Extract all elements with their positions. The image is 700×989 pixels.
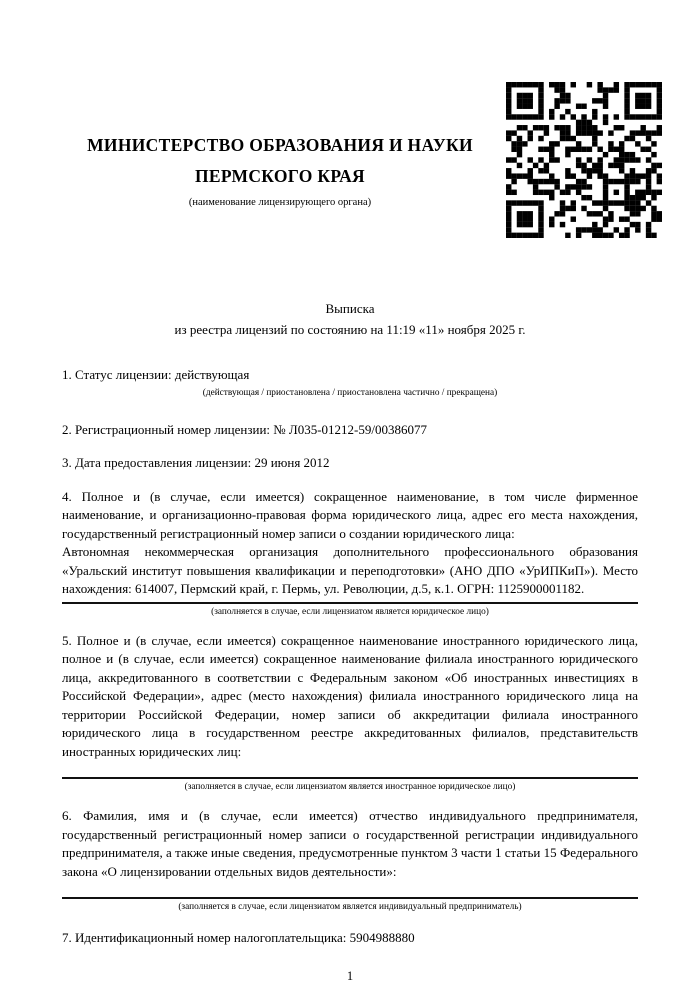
document-title-block: [62, 298, 638, 340]
fill-in-line: [62, 897, 638, 899]
licensing-authority-block: [62, 0, 498, 210]
page-number: 1: [346, 968, 354, 983]
item-4-text: 4. Полное и (в случае, если имеется) сокращенное наименование, в том числе фирменное наименование, и организационно-правовая форма юридического лица, адрес его места нахождения, государственный регистрационный номер записи о создании юридического лица:: [62, 488, 638, 541]
item-5-foreign-entity: [62, 632, 638, 794]
item-6-text: 6. Фамилия, имя и (в случае, если имеется) отчество индивидуального предпринимателя, государственный регистрационный номер записи о государственной регистрации индивидуального предпринимателя, а также иные сведения, предусмотренные пунктом 3 части 1 статьи 15 Федерального закона «О лицензировании отдельных видов деятельности»:: [62, 808, 638, 879]
item-4-value: Автономная некоммерческая организация дополнительного профессионального образования «Уральский институт повышения квалификации и переподготовки» (АНО ДПО «УрИПКиП»). Место нахождения: 614007, Пермский край, г. Пермь, ул. Революции, д.5, к.1. ОГРН: 1125900001182.: [62, 544, 638, 596]
qr-code-icon: [506, 82, 662, 238]
item-7-taxpayer-number: [62, 929, 638, 948]
item-2-registration-number: [62, 421, 638, 440]
item-4-legal-entity: [62, 488, 638, 618]
document-body: [0, 298, 700, 984]
document-title: Выписка: [325, 301, 375, 316]
item-3-text: 3. Дата предоставления лицензии: 29 июня 2012: [62, 455, 330, 470]
item-6-individual-entrepreneur: [62, 807, 638, 913]
item-5-text: 5. Полное и (в случае, если имеется) сокращенное наименование иностранного юридического лица, полное и (в случае, если имеется) сокращенное наименование филиала иностранного юридического лица, аккредитованного в соответствии с Федеральным законом «Об иностранных инвестициях в Российской Федерации», адрес (место нахождения) филиала иностранного юридического лица на территории Российской Федерации, номер записи об аккредитации филиала иностранного юридического лица в государственном реестре аккредитованных филиалов, представительств иностранных юридических лиц:: [62, 632, 638, 759]
document-subtitle: из реестра лицензий по состоянию на 11:19 «11» ноября 2025 г.: [174, 322, 526, 337]
item-3-license-date: [62, 454, 638, 473]
fill-in-line: [62, 777, 638, 779]
item-6-caption: (заполняется в случае, если лицензиатом является индивидуальный предприниматель): [178, 902, 522, 912]
ministry-name-line2: ПЕРМСКОГО КРАЯ: [195, 166, 365, 186]
item-7-text: 7. Идентификационный номер налогоплательщика: 5904988880: [62, 930, 415, 945]
item-2-text: 2. Регистрационный номер лицензии: № Л035-01212-59/00386077: [62, 421, 428, 437]
item-5-caption: (заполняется в случае, если лицензиатом является иностранное юридическое лицо): [184, 782, 516, 792]
fill-in-line: [62, 602, 638, 604]
item-4-caption: (заполняется в случае, если лицензиатом является юридическое лицо): [211, 606, 489, 617]
item-1-caption: (действующая / приостановлена / приостановлена частично / прекращена): [202, 387, 498, 398]
item-1-text: 1. Статус лицензии: действующая: [62, 367, 250, 382]
ministry-name-line1: МИНИСТЕРСТВО ОБРАЗОВАНИЯ И НАУКИ: [87, 135, 473, 155]
ministry-caption: (наименование лицензирующего органа): [188, 197, 372, 208]
item-1-license-status: [62, 366, 638, 399]
